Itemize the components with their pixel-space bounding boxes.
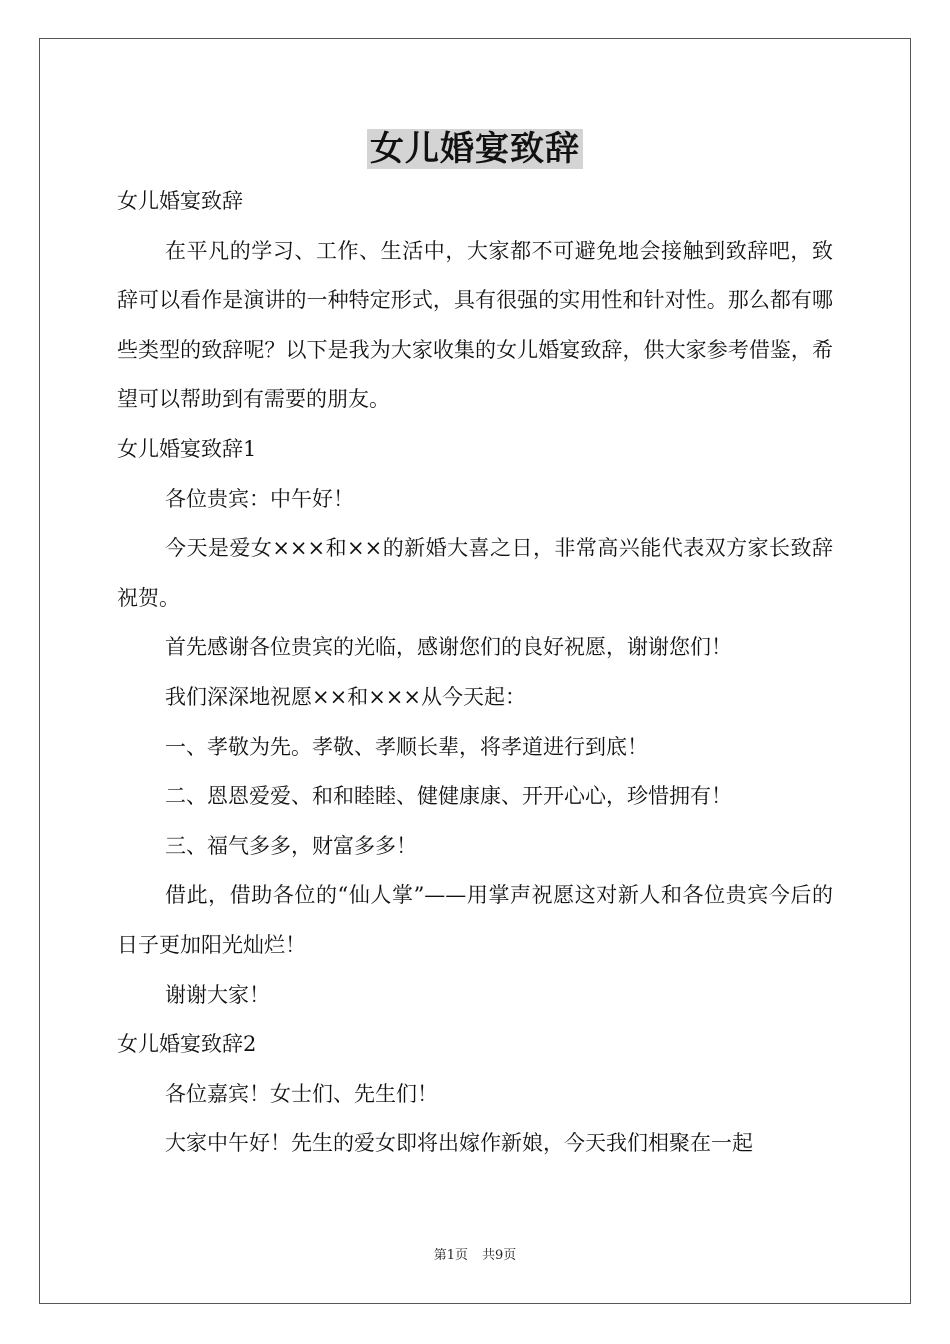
page-footer: [0, 1247, 950, 1265]
body-paragraph: 大家中午好！先生的爱女即将出嫁作新娘，今天我们相聚在一起: [165, 1131, 753, 1156]
body-paragraph: 谢谢大家！: [165, 982, 270, 1007]
body-paragraph: 各位贵宾：中午好！: [165, 486, 354, 511]
body-paragraph: 在平凡的学习、工作、生活中，大家都不可避免地会接触到致辞吧，致辞可以看作是演讲的一种特定形式，具有很强的实用性和针对性。那么都有哪些类型的致辞呢？以下是我为大家收集的女儿婚宴致辞，供大家参考借鉴，希望可以帮助到有需要的朋友。: [117, 238, 833, 412]
body-paragraph: 一、孝敬为先。孝敬、孝顺长辈，将孝道进行到底！: [165, 734, 648, 759]
body-paragraph: 各位嘉宾！女士们、先生们！: [165, 1081, 438, 1106]
body-paragraph: 三、福气多多，财富多多！: [165, 833, 417, 858]
document-title-text: 女儿婚宴致辞: [367, 129, 583, 169]
body-paragraph: 二、恩恩爱爱、和和睦睦、健健康康、开开心心，珍惜拥有！: [165, 784, 732, 809]
section-heading: 女儿婚宴致辞: [117, 189, 243, 213]
section-heading: 女儿婚宴致辞2: [117, 1032, 257, 1057]
body-paragraph: 今天是爱女×××和××的新婚大喜之日，非常高兴能代表双方家长致辞祝贺。: [117, 536, 833, 610]
document-body: [117, 177, 833, 1169]
page-number: 第1页: [433, 1248, 468, 1263]
body-paragraph: 首先感谢各位贵宾的光临，感谢您们的良好祝愿，谢谢您们！: [165, 635, 732, 660]
page-total: 共9页: [482, 1248, 517, 1263]
section-heading: 女儿婚宴致辞1: [117, 436, 257, 461]
body-paragraph: 我们深深地祝愿××和×××从今天起：: [165, 684, 526, 709]
body-paragraph: 借此，借助各位的“仙人掌”——用掌声祝愿这对新人和各位贵宾今后的日子更加阳光灿烂！: [117, 883, 833, 957]
document-title: [0, 126, 950, 172]
